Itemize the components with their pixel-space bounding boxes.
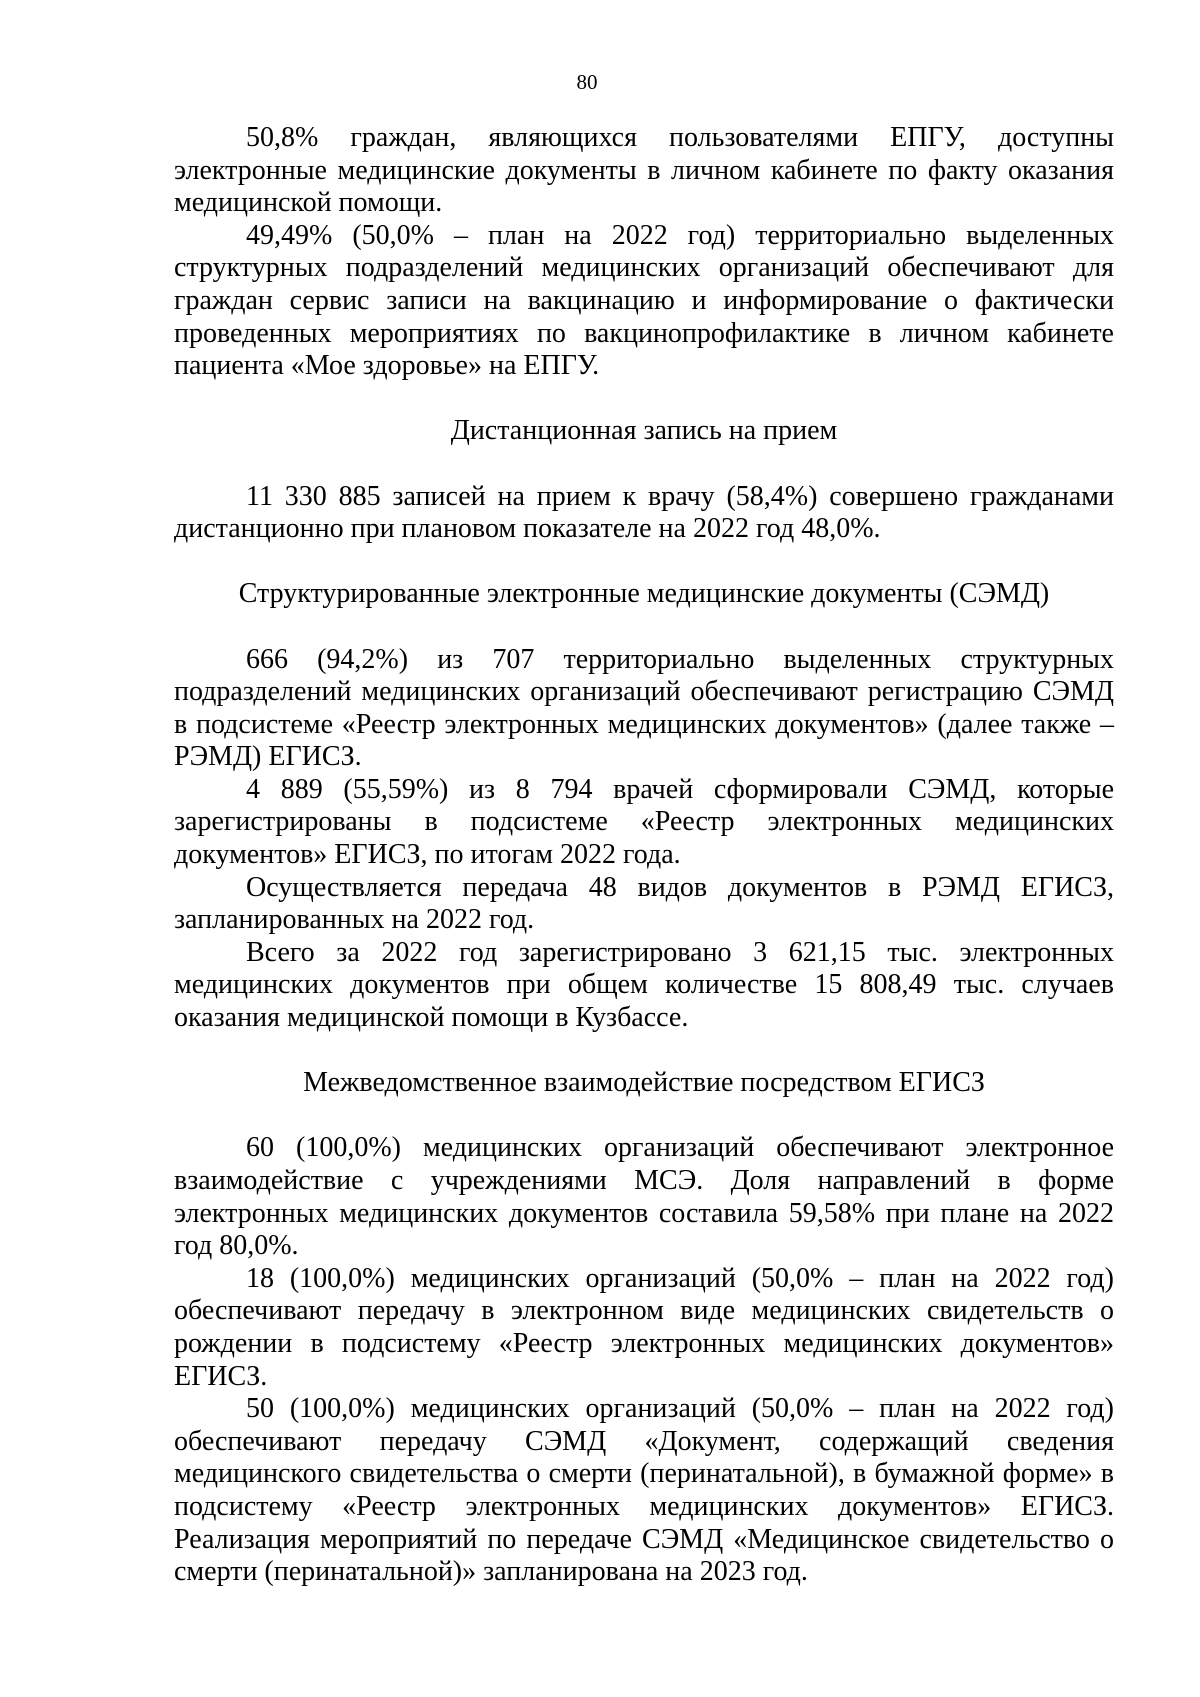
- paragraph: 49,49% (50,0% – план на 2022 год) территориально выделенных структурных подразделений медицинских организаций обеспечивают для граждан сервис записи на вакцинацию и информирование о фактически проведенных мероприятиях по вакцинопрофилактике в личном кабинете пациента «Мое здоровье» на ЕПГУ.: [174, 219, 1114, 382]
- paragraph: 50 (100,0%) медицинских организаций (50,0% – план на 2022 год) обеспечивают передачу СЭМД «Документ, содержащий сведения медицинского свидетельства о смерти (перинатальной), в бумажной форме» в подсистему «Реестр электронных медицинских документов» ЕГИСЗ. Реализация мероприятий по передаче СЭМД «Медицинское свидетельство о смерти (перинатальной)» запланирована на 2023 год.: [174, 1393, 1114, 1588]
- spacer: [174, 546, 1114, 579]
- spacer: [174, 611, 1114, 644]
- paragraph: 50,8% граждан, являющихся пользователями ЕПГУ, доступны электронные медицинские документы в личном кабинете по факту оказания медицинской помощи.: [174, 122, 1114, 219]
- paragraph: 666 (94,2%) из 707 территориально выделенных структурных подразделений медицинских организаций обеспечивают регистрацию СЭМД в подсистеме «Реестр электронных медицинских документов» (далее также – РЭМД) ЕГИСЗ.: [174, 643, 1114, 773]
- paragraph: 11 330 885 записей на прием к врачу (58,4%) совершено гражданами дистанционно при плановом показателе на 2022 год 48,0%.: [174, 480, 1114, 545]
- paragraph: 4 889 (55,59%) из 8 794 врачей сформировали СЭМД, которые зарегистрированы в подсистеме «Реестр электронных медицинских документов» ЕГИСЗ, по итогам 2022 года.: [174, 773, 1114, 871]
- spacer: [174, 448, 1114, 481]
- document-body: [174, 122, 1114, 1589]
- section-heading-remote-appointment: Дистанционная запись на прием: [450, 415, 838, 447]
- spacer: [174, 1035, 1114, 1068]
- paragraph: Осуществляется передача 48 видов документов в РЭМД ЕГИСЗ, запланированных на 2022 год.: [174, 871, 1114, 936]
- spacer: [174, 1100, 1114, 1133]
- page-number: 80: [576, 70, 598, 94]
- paragraph: 60 (100,0%) медицинских организаций обеспечивают электронное взаимодействие с учреждениями МСЭ. Доля направлений в форме электронных медицинских документов составила 59,58% при плане на 2022 год 80,0%.: [174, 1132, 1114, 1262]
- section-heading-interagency: Межведомственное взаимодействие посредством ЕГИСЗ: [303, 1067, 985, 1099]
- spacer: [174, 383, 1114, 416]
- section-heading-semd: Структурированные электронные медицинские документы (СЭМД): [238, 578, 1050, 610]
- paragraph: 18 (100,0%) медицинских организаций (50,0% – план на 2022 год) обеспечивают передачу в электронном виде медицинских свидетельств о рождении в подсистему «Реестр электронных медицинских документов» ЕГИСЗ.: [174, 1262, 1114, 1392]
- paragraph: Всего за 2022 год зарегистрировано 3 621,15 тыс. электронных медицинских документов при общем количестве 15 808,49 тыс. случаев оказания медицинской помощи в Кузбассе.: [174, 936, 1114, 1034]
